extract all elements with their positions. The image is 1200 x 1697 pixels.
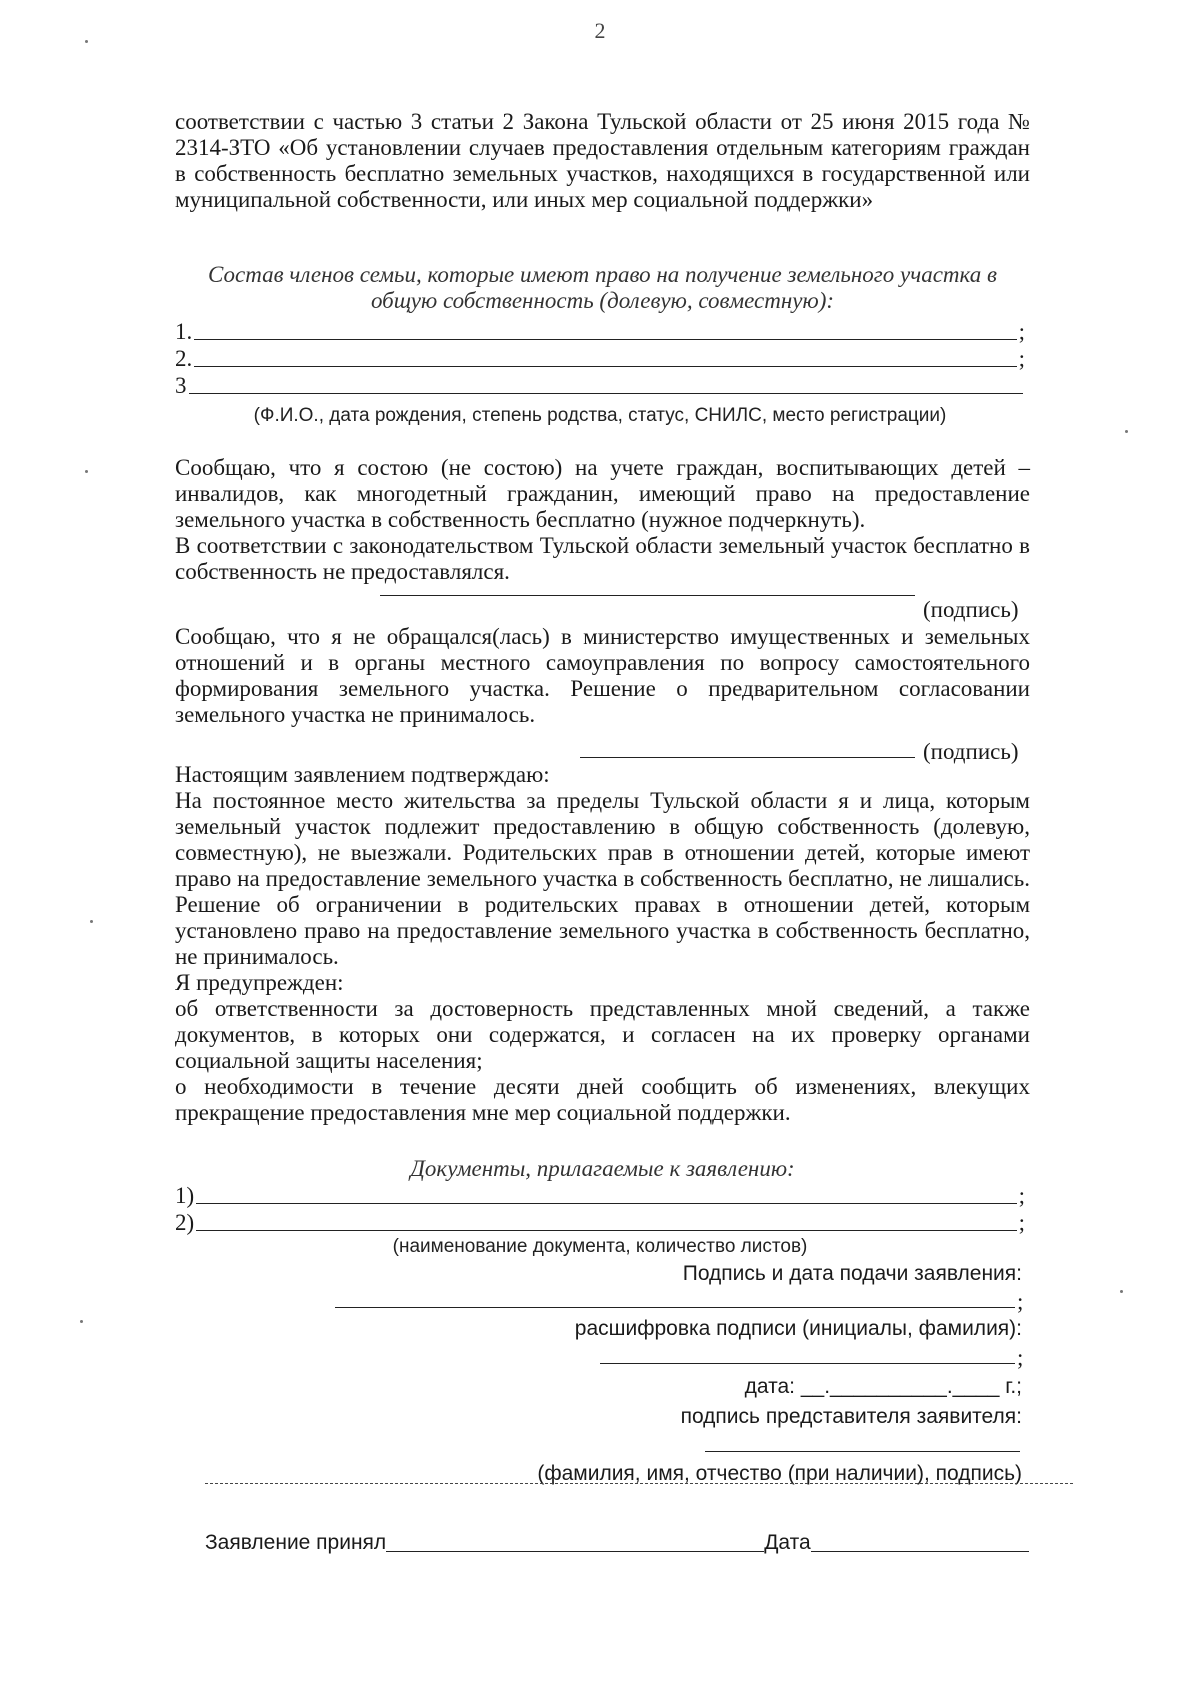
block-no-application [175, 624, 1030, 728]
decode-line[interactable] [600, 1363, 1015, 1364]
blank-line[interactable] [194, 339, 1016, 340]
scan-speck [90, 920, 93, 923]
document-row-2[interactable] [175, 1210, 1025, 1236]
family-row-number: 2. [175, 346, 193, 371]
accepted-label: Заявление принял [205, 1531, 387, 1554]
document-row-number: 2) [175, 1210, 195, 1235]
documents-heading: Документы, прилагаемые к заявлению: [410, 1156, 795, 1181]
family-heading: Состав членов семьи, которые имеют право на получение земельного участка в общую собственность (долевую, совместную): [208, 262, 997, 313]
accepted-row [205, 1528, 1060, 1556]
family-row-1[interactable] [175, 319, 1025, 345]
row-end: ; [1018, 319, 1025, 344]
line-end: ; [1017, 1289, 1024, 1314]
row-end: ; [1018, 346, 1025, 371]
intro-paragraph [175, 109, 1030, 213]
scan-speck [85, 470, 88, 473]
notify-text: о необходимости в течение десяти дней сообщить об изменениях, влекущих прекращение предоставления мне мер социальной поддержки. [175, 1074, 1030, 1125]
no-application-text: Сообщаю, что я не обращался(лась) в министерство имущественных и земельных отношений и в органы местного самоуправления по вопросу самостоятельного формирования земельного участка. Решение о предварительном согласовании земельного участка не принималось. [175, 624, 1030, 727]
signature-line-1[interactable] [380, 595, 915, 596]
status-text: Сообщаю, что я состою (не состою) на учете граждан, воспитывающих детей – инвалидов, как многодетный гражданин, имеющий право на предоставление земельного участка в собственность бесплатно (нужное подчеркнуть). [175, 455, 1030, 532]
year-suffix: г.; [1005, 1375, 1022, 1398]
confirm-text: На постоянное место жительства за пределы Тульской области я и лица, которым земельный участок подлежит предоставлению в общую собственность (долевую, совместную), не выезжали. Родительских прав в отношении детей, которые имеют право на предоставление земельного участка в собственность бесплатно, не лишались. Решение об ограничении в родительских правах в отношении детей, которым установлено право на предоставление земельного участка в собственность бесплатно, не принималось. [175, 788, 1030, 969]
block-confirmation [175, 762, 1030, 1126]
intro-text: соответствии с частью 3 статьи 2 Закона Тульской области от 25 июня 2015 года № 2314-ЗТО «Об установлении случаев предоставления отдельным категориям граждан в собственность бесплатно земельных участков, находящихся в государственной или муниципальной собственности, или иных мер социальной поддержки» [175, 109, 1030, 212]
decode-label: расшифровка подписи (инициалы, фамилия): [574, 1317, 1022, 1340]
cut-line [205, 1483, 1073, 1484]
blank-line[interactable] [196, 1230, 1016, 1231]
scan-speck [1125, 430, 1128, 433]
scan-speck [1120, 1290, 1123, 1293]
confirm-heading: Настоящим заявлением подтверждаю: [175, 762, 550, 787]
line-end: ; [1017, 1345, 1024, 1370]
family-row-3[interactable] [175, 373, 1025, 399]
representative-caption: (фамилия, имя, отчество (при наличии), подпись) [537, 1462, 1022, 1485]
representative-label: подпись представителя заявителя: [680, 1405, 1022, 1428]
signature-line-2[interactable] [580, 757, 915, 758]
row-end: ; [1018, 1210, 1025, 1235]
scan-speck [85, 40, 88, 43]
accepted-line[interactable] [386, 1551, 764, 1552]
responsibility-text: об ответственности за достоверность представленных мной сведений, а также документов, в которых они содержатся, и согласен на их проверку органами социальной защиты населения; [175, 996, 1030, 1073]
family-row-number: 1. [175, 319, 193, 344]
blank-line[interactable] [196, 1203, 1016, 1204]
footer-date-line[interactable] [811, 1551, 1029, 1552]
document-row-1[interactable] [175, 1183, 1025, 1209]
date-template[interactable]: __.__________.____ [800, 1375, 1000, 1398]
family-row-2[interactable] [175, 346, 1025, 372]
date-label: дата: [744, 1375, 795, 1398]
no-land-text: В соответствии с законодательством Тульской области земельный участок бесплатно в собственность не предоставлялся. [175, 533, 1030, 584]
page-number: 2 [594, 18, 606, 43]
date-row[interactable] [745, 1374, 1022, 1400]
representative-line[interactable] [705, 1451, 1020, 1452]
family-row-number: 3 [175, 373, 187, 398]
document-row-number: 1) [175, 1183, 195, 1208]
documents-caption: (наименование документа, количество листов) [392, 1236, 808, 1257]
block-children-status [175, 455, 1030, 585]
signature-label-2: (подпись) [923, 739, 1019, 764]
signature-label-1: (подпись) [923, 597, 1019, 622]
footer-date-label: Дата [764, 1531, 811, 1554]
scan-speck [80, 1320, 83, 1323]
blank-line[interactable] [194, 366, 1016, 367]
blank-line[interactable] [189, 393, 1024, 394]
sign-date-line[interactable] [335, 1307, 1015, 1308]
row-end: ; [1018, 1183, 1025, 1208]
sign-date-label: Подпись и дата подачи заявления: [682, 1262, 1022, 1285]
family-caption: (Ф.И.О., дата рождения, степень родства, статус, СНИЛС, место регистрации) [253, 405, 947, 426]
warned-heading: Я предупрежден: [175, 970, 344, 995]
